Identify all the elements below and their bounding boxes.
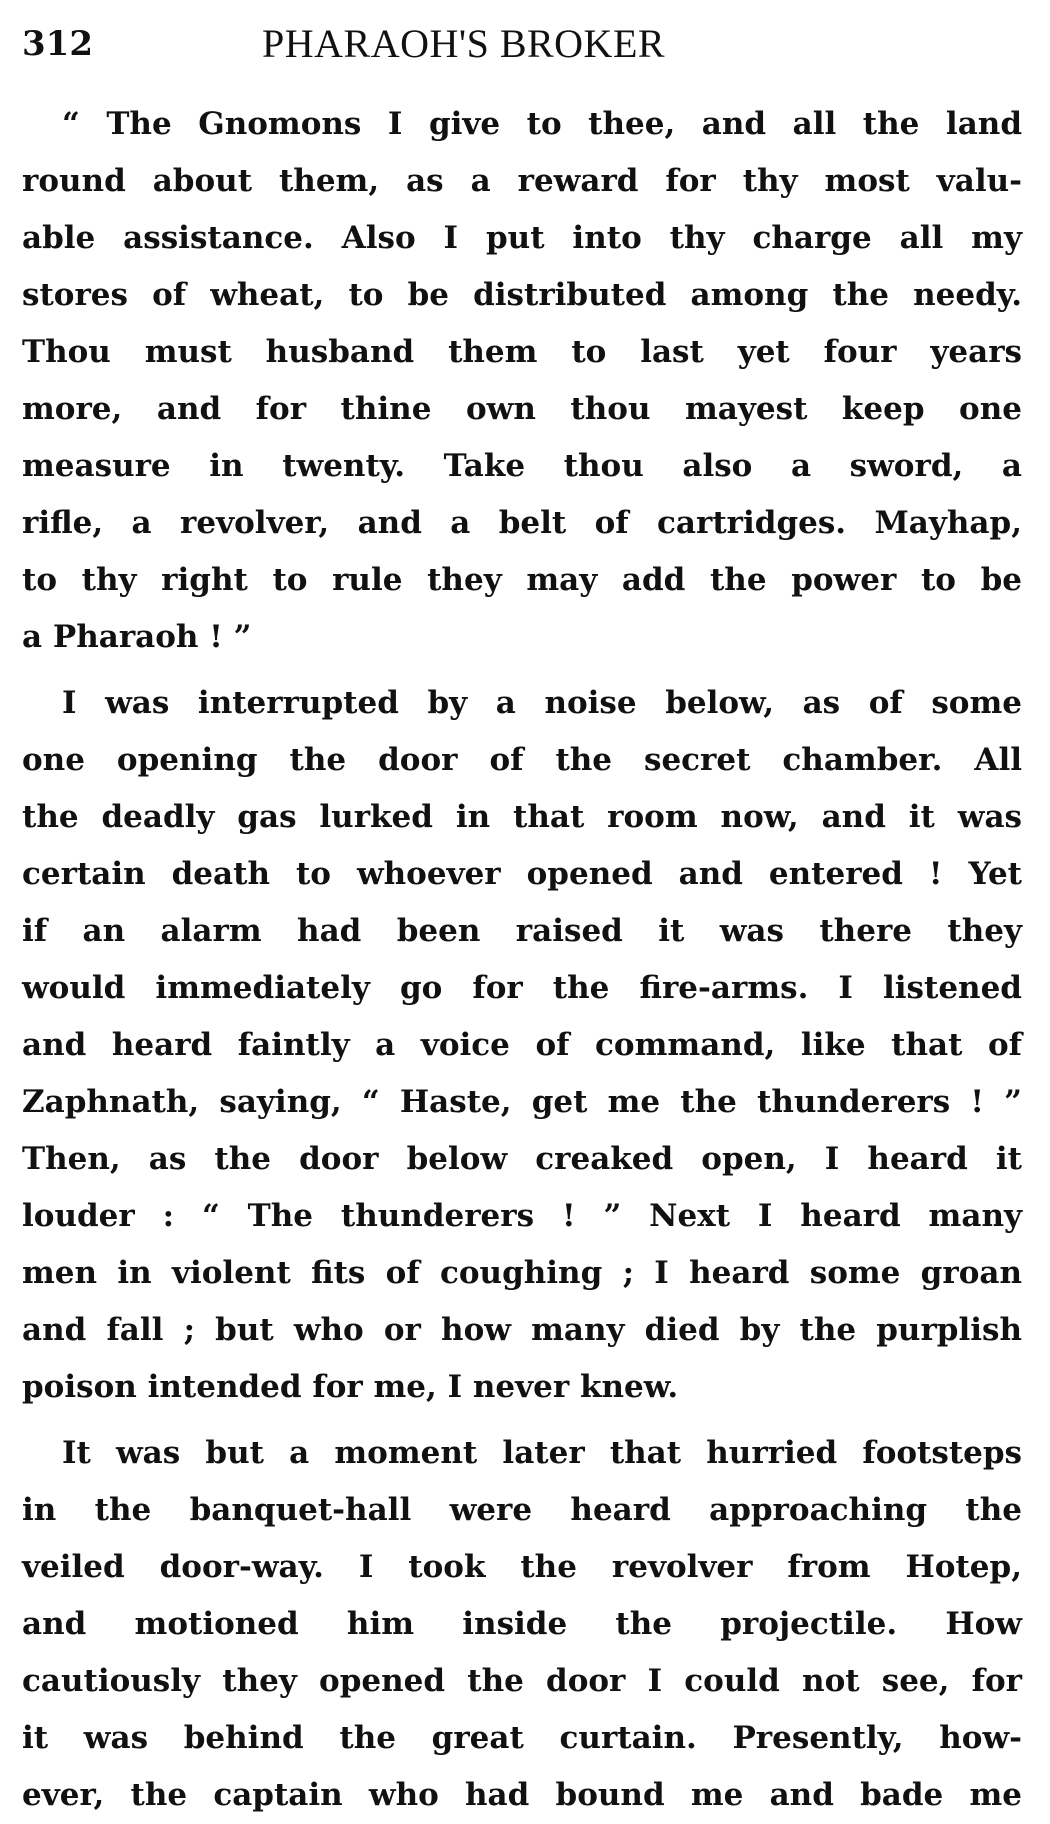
text-line: cautiously they opened the door I could not see, for <box>22 1663 1022 1699</box>
text-line: and motioned him inside the projectile. How <box>22 1606 1022 1642</box>
text-line: men in violent fits of coughing ; I heard some groan <box>22 1255 1022 1291</box>
text-line: ever, the captain who had bound me and bade me <box>22 1777 1022 1813</box>
body-text <box>22 96 1022 1824</box>
text-line: if an alarm had been raised it was there they <box>22 913 1022 949</box>
running-head <box>22 14 1022 74</box>
paragraph-gap <box>22 1416 1022 1425</box>
text-line: stores of wheat, to be distributed among the needy. <box>22 277 1022 313</box>
text-line: “ The Gnomons I give to thee, and all the land <box>62 106 1022 142</box>
paragraph <box>22 1425 1022 1824</box>
text-line: one opening the door of the secret chamber. All <box>22 742 1022 778</box>
text-line: in the banquet-hall were heard approaching the <box>22 1492 1022 1528</box>
text-line: certain death to whoever opened and entered ! Yet <box>22 856 1022 892</box>
paragraph <box>22 675 1022 1416</box>
paragraph <box>22 96 1022 666</box>
text-line: to thy right to rule they may add the power to be <box>22 562 1022 598</box>
text-line: rifle, a revolver, and a belt of cartridges. Mayhap, <box>22 505 1022 541</box>
text-line: a Pharaoh ! ” <box>22 619 252 655</box>
running-title: PHARAOH'S BROKER <box>262 21 666 66</box>
text-line: Then, as the door below creaked open, I heard it <box>22 1141 1022 1177</box>
text-line: Zaphnath, saying, “ Haste, get me the thunderers ! ” <box>22 1084 1022 1120</box>
text-line: and fall ; but who or how many died by the purplish <box>22 1312 1022 1348</box>
text-line: Thou must husband them to last yet four years <box>22 334 1022 370</box>
page-number: 312 <box>22 24 93 64</box>
text-line: more, and for thine own thou mayest keep one <box>22 391 1022 427</box>
text-line: it was behind the great curtain. Presently, how- <box>22 1720 1022 1756</box>
text-line: round about them, as a reward for thy most valu- <box>22 163 1022 199</box>
paragraph-gap <box>22 666 1022 675</box>
text-line: veiled door-way. I took the revolver from Hotep, <box>22 1549 1022 1585</box>
text-line: and heard faintly a voice of command, like that of <box>22 1027 1022 1063</box>
text-line: poison intended for me, I never knew. <box>22 1369 679 1405</box>
text-line: measure in twenty. Take thou also a sword, a <box>22 448 1022 484</box>
text-line: would immediately go for the fire-arms. I listened <box>22 970 1022 1006</box>
text-line: It was but a moment later that hurried footsteps <box>62 1435 1022 1471</box>
text-line: I was interrupted by a noise below, as of some <box>62 685 1022 721</box>
text-line: the deadly gas lurked in that room now, and it was <box>22 799 1022 835</box>
text-line: louder : “ The thunderers ! ” Next I heard many <box>22 1198 1022 1234</box>
text-line: able assistance. Also I put into thy charge all my <box>22 220 1022 256</box>
